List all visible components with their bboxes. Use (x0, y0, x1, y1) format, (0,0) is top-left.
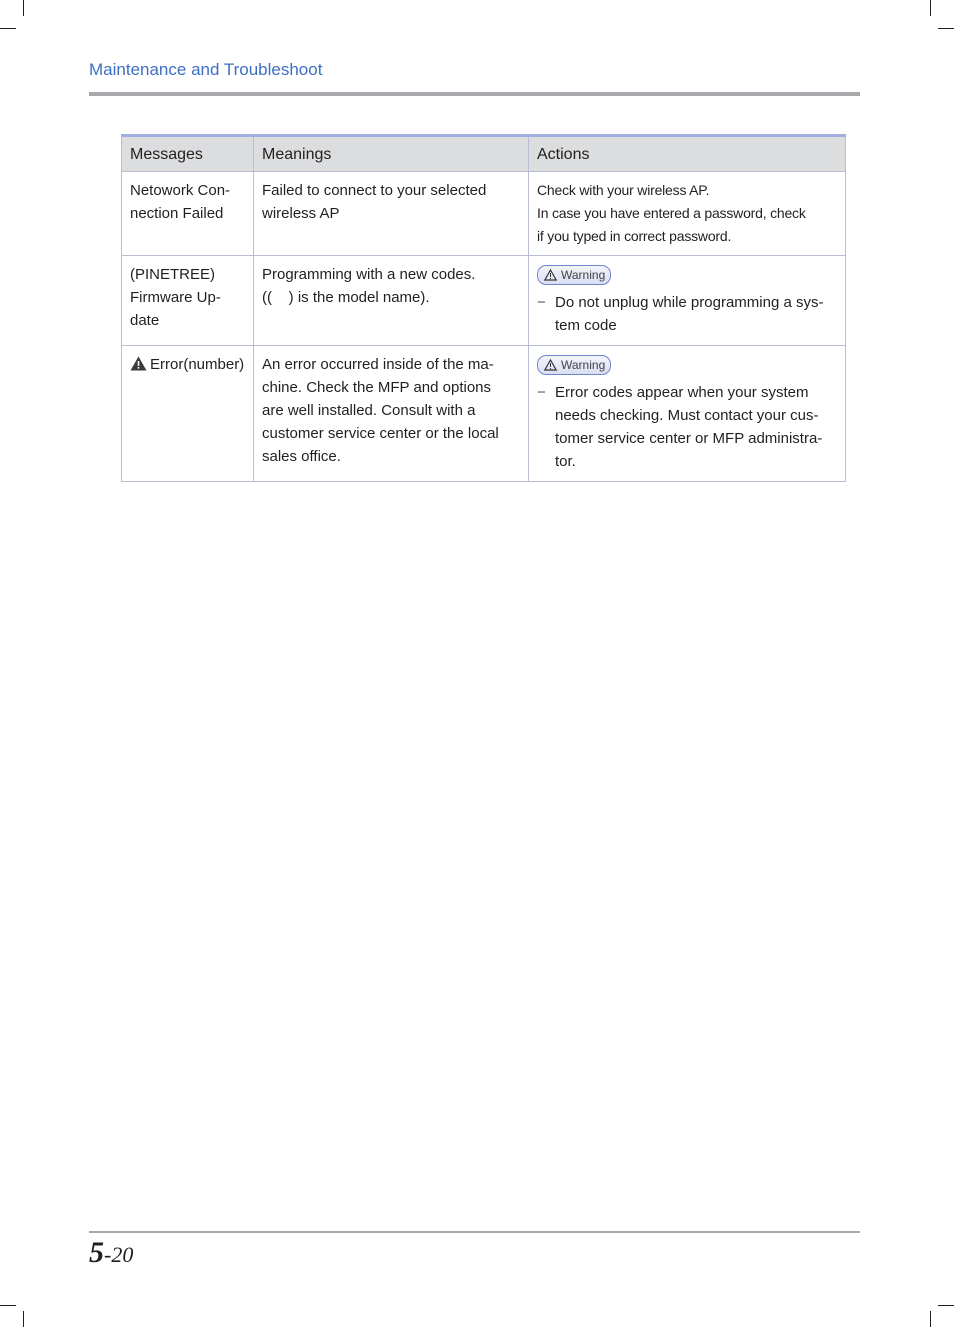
action-text: In case you have entered a password, check (537, 205, 806, 221)
crop-mark (23, 0, 24, 16)
message-text: Netowork Con- (130, 182, 231, 199)
action-cell (529, 172, 846, 256)
crop-mark (23, 1311, 24, 1327)
warning-label: Warning (561, 358, 606, 372)
warning-triangle-icon (130, 356, 147, 371)
crop-mark (938, 28, 954, 29)
column-header-actions: Actions (529, 136, 846, 172)
section-title: Maintenance and Troubleshoot (89, 60, 323, 79)
table-row (122, 172, 846, 256)
warning-text: Do not unplug while programming a sys- (555, 294, 824, 311)
action-cell (529, 256, 846, 346)
table-row (122, 256, 846, 346)
page-number (89, 1236, 133, 1270)
warning-text: tem code (555, 317, 617, 334)
page-index: -20 (104, 1242, 134, 1267)
meaning-text: An error occurred inside of the ma- (262, 356, 494, 373)
warning-badge (537, 265, 611, 285)
warning-label: Warning (561, 268, 606, 282)
crop-mark (938, 1305, 954, 1306)
bullet-dash: − (537, 384, 546, 401)
bullet-dash: − (537, 294, 546, 311)
table-row (122, 346, 846, 482)
action-cell (529, 346, 846, 482)
message-cell (122, 346, 254, 482)
message-text: (PINETREE) (130, 266, 216, 283)
warning-text: tor. (555, 453, 576, 470)
warning-text: needs checking. Must contact your cus- (555, 407, 819, 424)
header-divider (89, 92, 860, 96)
crop-mark (0, 28, 16, 29)
warning-triangle-icon (544, 359, 557, 371)
message-text: date (130, 312, 160, 329)
meaning-text: are well installed. Consult with a (262, 402, 476, 419)
meaning-text: chine. Check the MFP and options (262, 379, 492, 396)
meaning-cell (254, 172, 529, 256)
crop-mark (930, 1311, 931, 1327)
message-cell (122, 256, 254, 346)
column-header-meanings: Meanings (254, 136, 529, 172)
meaning-text: (( ) is the model name). (262, 289, 430, 306)
message-cell (122, 172, 254, 256)
message-text: Error(number) (150, 356, 245, 373)
table-header-row (122, 136, 846, 172)
warning-bullet (537, 291, 837, 337)
column-header-messages: Messages (122, 136, 254, 172)
meaning-text: wireless AP (262, 205, 340, 222)
action-text: if you typed in correct password. (537, 228, 732, 244)
crop-mark (0, 1305, 16, 1306)
warning-badge (537, 355, 611, 375)
meaning-cell (254, 256, 529, 346)
meaning-text: Failed to connect to your selected (262, 182, 487, 199)
crop-mark (930, 0, 931, 16)
message-text: Firmware Up- (130, 289, 221, 306)
message-text: nection Failed (130, 205, 224, 222)
warning-text: tomer service center or MFP administra- (555, 430, 823, 447)
warning-text: Error codes appear when your system (555, 384, 809, 401)
footer-divider (89, 1231, 860, 1233)
meaning-text: Programming with a new codes. (262, 266, 476, 283)
chapter-number: 5 (89, 1236, 104, 1269)
messages-table (121, 134, 846, 482)
warning-bullet (537, 381, 837, 473)
meaning-cell (254, 346, 529, 482)
warning-triangle-icon (544, 269, 557, 281)
action-text: Check with your wireless AP. (537, 182, 710, 198)
meaning-text: sales office. (262, 448, 341, 465)
meaning-text: customer service center or the local (262, 425, 499, 442)
